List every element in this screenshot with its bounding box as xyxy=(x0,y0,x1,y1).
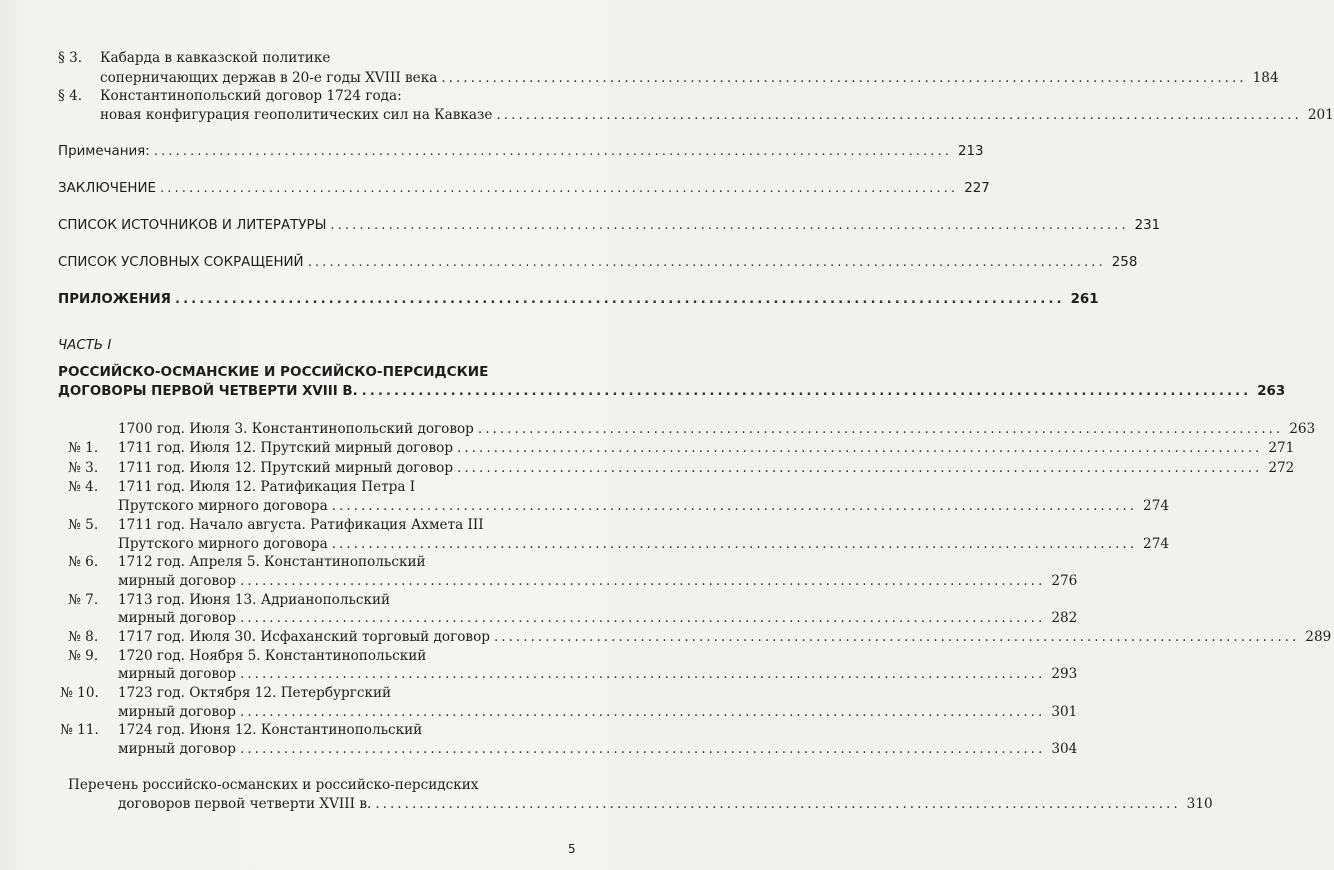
part-label: ЧАСТЬ I xyxy=(58,338,112,353)
page-number: 263 xyxy=(1257,384,1286,399)
doc-title-line2: мирный договор xyxy=(118,666,236,682)
toc-entry-section-3[interactable] xyxy=(100,69,1279,87)
section-title-line2: соперничающих держав в 20-е годы XVIII века xyxy=(100,70,438,86)
doc-number: № 1. xyxy=(68,440,99,456)
toc-entry-doc[interactable] xyxy=(118,740,1078,758)
doc-title-line2: Прутского мирного договора xyxy=(118,536,328,552)
toc-entry-doc[interactable] xyxy=(118,665,1078,683)
dot-leader: .............................................................................................................. xyxy=(330,218,1129,233)
toc-entry-doc[interactable] xyxy=(118,535,1169,553)
toc-entry-doc[interactable] xyxy=(118,497,1169,515)
dot-leader: .............................................................................................................. xyxy=(240,704,1046,720)
page-number: 258 xyxy=(1111,255,1138,270)
page-number: 274 xyxy=(1143,536,1169,552)
doc-number: № 8. xyxy=(68,629,99,645)
dot-leader: .............................................................................................................. xyxy=(240,741,1046,757)
toc-entry-doc[interactable] xyxy=(118,609,1078,627)
toc-entry-conclusion[interactable] xyxy=(58,180,990,198)
doc-number: № 6. xyxy=(68,554,99,570)
dot-leader: .............................................................................................................. xyxy=(457,460,1263,476)
doc-number: № 5. xyxy=(68,517,99,533)
toc-entry-part-1[interactable] xyxy=(58,383,1286,401)
dot-leader: .............................................................................................................. xyxy=(477,421,1284,437)
entry-title: СПИСОК ИСТОЧНИКОВ И ЛИТЕРАТУРЫ xyxy=(58,218,327,233)
doc-title: 1713 год. Июня 13. Адрианопольский xyxy=(118,592,391,608)
dot-leader: .............................................................................................................. xyxy=(240,610,1046,626)
page-number: 274 xyxy=(1143,498,1169,514)
doc-number: № 10. xyxy=(60,685,99,701)
doc-number: № 3. xyxy=(68,460,99,476)
list-title-line1: Перечень российско-османских и российско-персидских xyxy=(68,777,479,793)
page-number: 184 xyxy=(1252,70,1279,86)
doc-title: 1712 год. Апреля 5. Константинопольский xyxy=(118,554,426,570)
toc-entry-notes[interactable] xyxy=(58,143,984,161)
toc-entry-sources[interactable] xyxy=(58,217,1161,235)
dot-leader: .............................................................................................................. xyxy=(153,144,952,159)
dot-leader: .............................................................................................................. xyxy=(159,181,959,196)
entry-title: Примечания: xyxy=(58,144,150,159)
toc-entry-doc[interactable] xyxy=(118,628,1332,646)
page-number: 289 xyxy=(1305,629,1332,645)
page-number: 310 xyxy=(1186,796,1213,812)
toc-entry-doc[interactable] xyxy=(118,572,1078,590)
page-number: 227 xyxy=(964,181,990,196)
doc-title-line2: мирный договор xyxy=(118,573,236,589)
dot-leader: .............................................................................................................. xyxy=(457,440,1263,456)
page-number: 301 xyxy=(1051,704,1078,720)
doc-number: № 4. xyxy=(68,479,99,495)
page-number: 272 xyxy=(1268,460,1295,476)
dot-leader: .............................................................................................................. xyxy=(331,498,1138,514)
entry-title: СПИСОК УСЛОВНЫХ СОКРАЩЕНИЙ xyxy=(58,255,304,270)
doc-title: 1717 год. Июля 30. Исфаханский торговый договор xyxy=(118,629,490,645)
doc-number: № 7. xyxy=(68,592,99,608)
page-number: 282 xyxy=(1051,610,1078,626)
doc-title: 1711 год. Июля 12. Ратификация Петра I xyxy=(118,479,416,495)
doc-title: 1724 год. Июня 12. Константинопольский xyxy=(118,722,423,738)
page-number: 261 xyxy=(1070,292,1099,307)
folio-page-number: 5 xyxy=(568,842,576,856)
doc-title-line2: мирный договор xyxy=(118,610,236,626)
doc-number: № 11. xyxy=(60,722,99,738)
dot-leader: .............................................................................................................. xyxy=(441,70,1247,86)
toc-entry-doc[interactable] xyxy=(118,703,1078,721)
part-title-line1: РОССИЙСКО-ОСМАНСКИЕ И РОССИЙСКО-ПЕРСИДСКИЕ xyxy=(58,364,489,380)
doc-title-line2: мирный договор xyxy=(118,741,236,757)
page-number: 213 xyxy=(957,144,984,159)
dot-leader: .............................................................................................................. xyxy=(175,292,1065,307)
page-number: 201 xyxy=(1307,107,1334,123)
entry-title: ПРИЛОЖЕНИЯ xyxy=(58,292,171,307)
section-title-line2: новая конфигурация геополитических сил на Кавказе xyxy=(100,107,493,123)
dot-leader: .............................................................................................................. xyxy=(361,384,1252,399)
section-title-line1: Константинопольский договор 1724 года: xyxy=(100,88,402,104)
toc-entry-section-4[interactable] xyxy=(100,106,1334,124)
dot-leader: .............................................................................................................. xyxy=(240,666,1046,682)
doc-number: № 9. xyxy=(68,648,99,664)
dot-leader: .............................................................................................................. xyxy=(307,255,1106,270)
dot-leader: .............................................................................................................. xyxy=(331,536,1138,552)
toc-entry-doc[interactable] xyxy=(118,459,1295,477)
dot-leader: .............................................................................................................. xyxy=(493,629,1300,645)
dot-leader: .............................................................................................................. xyxy=(496,107,1302,123)
toc-entry-treaty-list[interactable] xyxy=(118,795,1213,813)
section-number: § 4. xyxy=(58,88,83,104)
toc-entry-doc[interactable] xyxy=(118,439,1295,457)
entry-title: ЗАКЛЮЧЕНИЕ xyxy=(58,181,156,196)
doc-title: 1711 год. Июля 12. Прутский мирный договор xyxy=(118,460,454,476)
list-title-line2: договоров первой четверти XVIII в. xyxy=(118,796,372,812)
toc-entry-doc[interactable] xyxy=(118,420,1316,438)
doc-title-line2: мирный договор xyxy=(118,704,236,720)
doc-title: 1720 год. Ноября 5. Константинопольский xyxy=(118,648,427,664)
toc-entry-appendices[interactable] xyxy=(58,291,1099,309)
section-number: § 3. xyxy=(58,50,83,66)
doc-title: 1723 год. Октября 12. Петербургский xyxy=(118,685,392,701)
page-number: 304 xyxy=(1051,741,1078,757)
doc-title: 1700 год. Июля 3. Константинопольский договор xyxy=(118,421,474,437)
toc-entry-abbreviations[interactable] xyxy=(58,254,1138,272)
page-number: 276 xyxy=(1051,573,1078,589)
page-number: 231 xyxy=(1134,218,1161,233)
dot-leader: .............................................................................................................. xyxy=(240,573,1046,589)
part-title-line2: ДОГОВОРЫ ПЕРВОЙ ЧЕТВЕРТИ XVIII В. xyxy=(58,384,358,399)
page-number: 263 xyxy=(1289,421,1316,437)
dot-leader: .............................................................................................................. xyxy=(375,796,1181,812)
doc-title-line2: Прутского мирного договора xyxy=(118,498,328,514)
doc-title: 1711 год. Начало августа. Ратификация Ахмета III xyxy=(118,517,484,533)
section-title-line1: Кабарда в кавказской политике xyxy=(100,50,331,66)
page-number: 293 xyxy=(1051,666,1078,682)
page-number: 271 xyxy=(1268,440,1295,456)
doc-title: 1711 год. Июля 12. Прутский мирный договор xyxy=(118,440,454,456)
